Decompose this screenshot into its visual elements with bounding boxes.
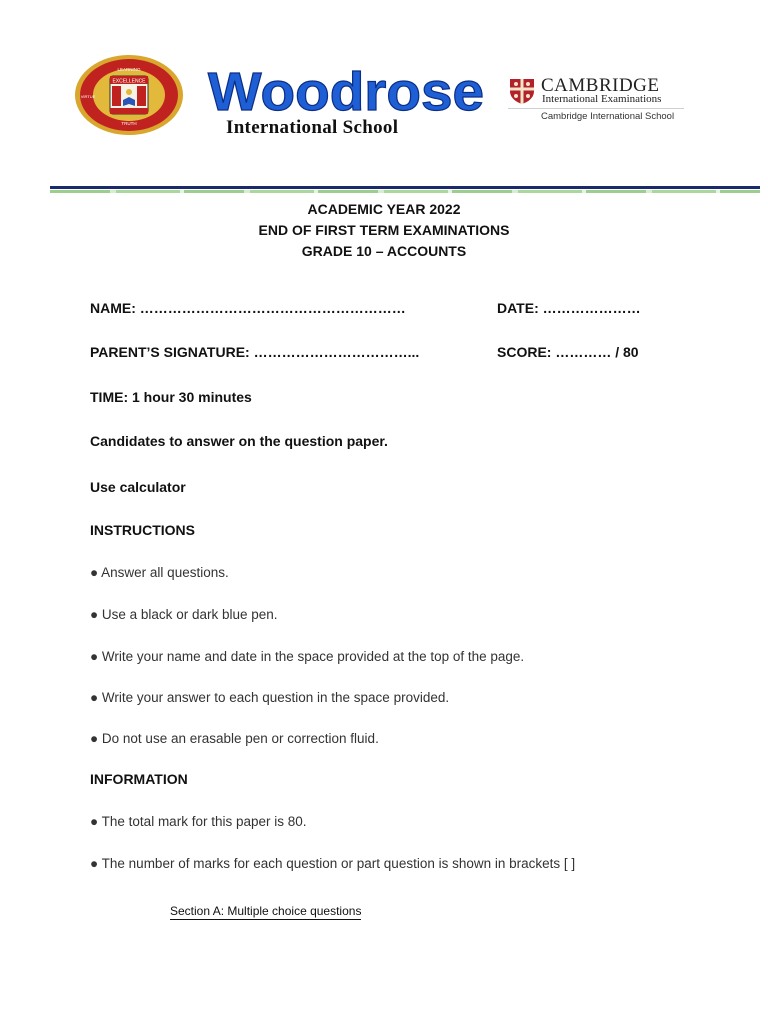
date-field[interactable]: DATE: …………………: [497, 300, 641, 316]
cambridge-rule: [508, 108, 684, 109]
candidates-note: Candidates to answer on the question paper.: [90, 433, 388, 449]
title-grade-subject: GRADE 10 – ACCOUNTS: [301, 243, 467, 259]
information-item: ● The total mark for this paper is 80.: [90, 814, 307, 829]
title-academic-year: ACADEMIC YEAR 2022: [307, 201, 461, 217]
parent-signature-field[interactable]: PARENT’S SIGNATURE: ……………………………...: [90, 344, 420, 360]
school-crest-logo: [74, 54, 184, 136]
instruction-item: ● Write your name and date in the space provided at the top of the page.: [90, 649, 525, 664]
crest-motto: EXCELLENCE: [112, 78, 146, 85]
instructions-heading: INSTRUCTIONS: [90, 522, 195, 538]
school-subtitle: International School: [226, 117, 399, 138]
crest-word-bottom: TRUTH: [121, 121, 137, 126]
header-divider: [50, 186, 760, 196]
school-wordmark: [206, 62, 486, 118]
cambridge-shield-icon: [508, 77, 536, 105]
crest-word-top: LEARNING: [117, 67, 141, 72]
instruction-item: ● Answer all questions.: [90, 565, 229, 580]
score-field[interactable]: SCORE: ………… / 80: [497, 344, 639, 360]
calculator-note: Use calculator: [90, 479, 186, 495]
name-field[interactable]: NAME: …………………………………………………: [90, 300, 406, 316]
information-heading: INFORMATION: [90, 771, 188, 787]
cambridge-name: CAMBRIDGE: [541, 75, 660, 96]
instruction-item: ● Do not use an erasable pen or correction fluid.: [90, 731, 379, 746]
section-a-heading: Section A: Multiple choice questions: [170, 904, 362, 918]
crest-word-left: VIRTUE: [80, 94, 96, 99]
cambridge-exams: International Examinations: [542, 93, 662, 105]
instruction-item: ● Write your answer to each question in the space provided.: [90, 690, 450, 705]
time-allowed: TIME: 1 hour 30 minutes: [90, 389, 252, 405]
information-item: ● The number of marks for each question or part question is shown in brackets [ ]: [90, 856, 576, 871]
instruction-item: ● Use a black or dark blue pen.: [90, 607, 278, 622]
title-exam: END OF FIRST TERM EXAMINATIONS: [258, 222, 510, 238]
cambridge-school: Cambridge International School: [541, 111, 675, 122]
school-name: Woodrose: [208, 62, 484, 118]
